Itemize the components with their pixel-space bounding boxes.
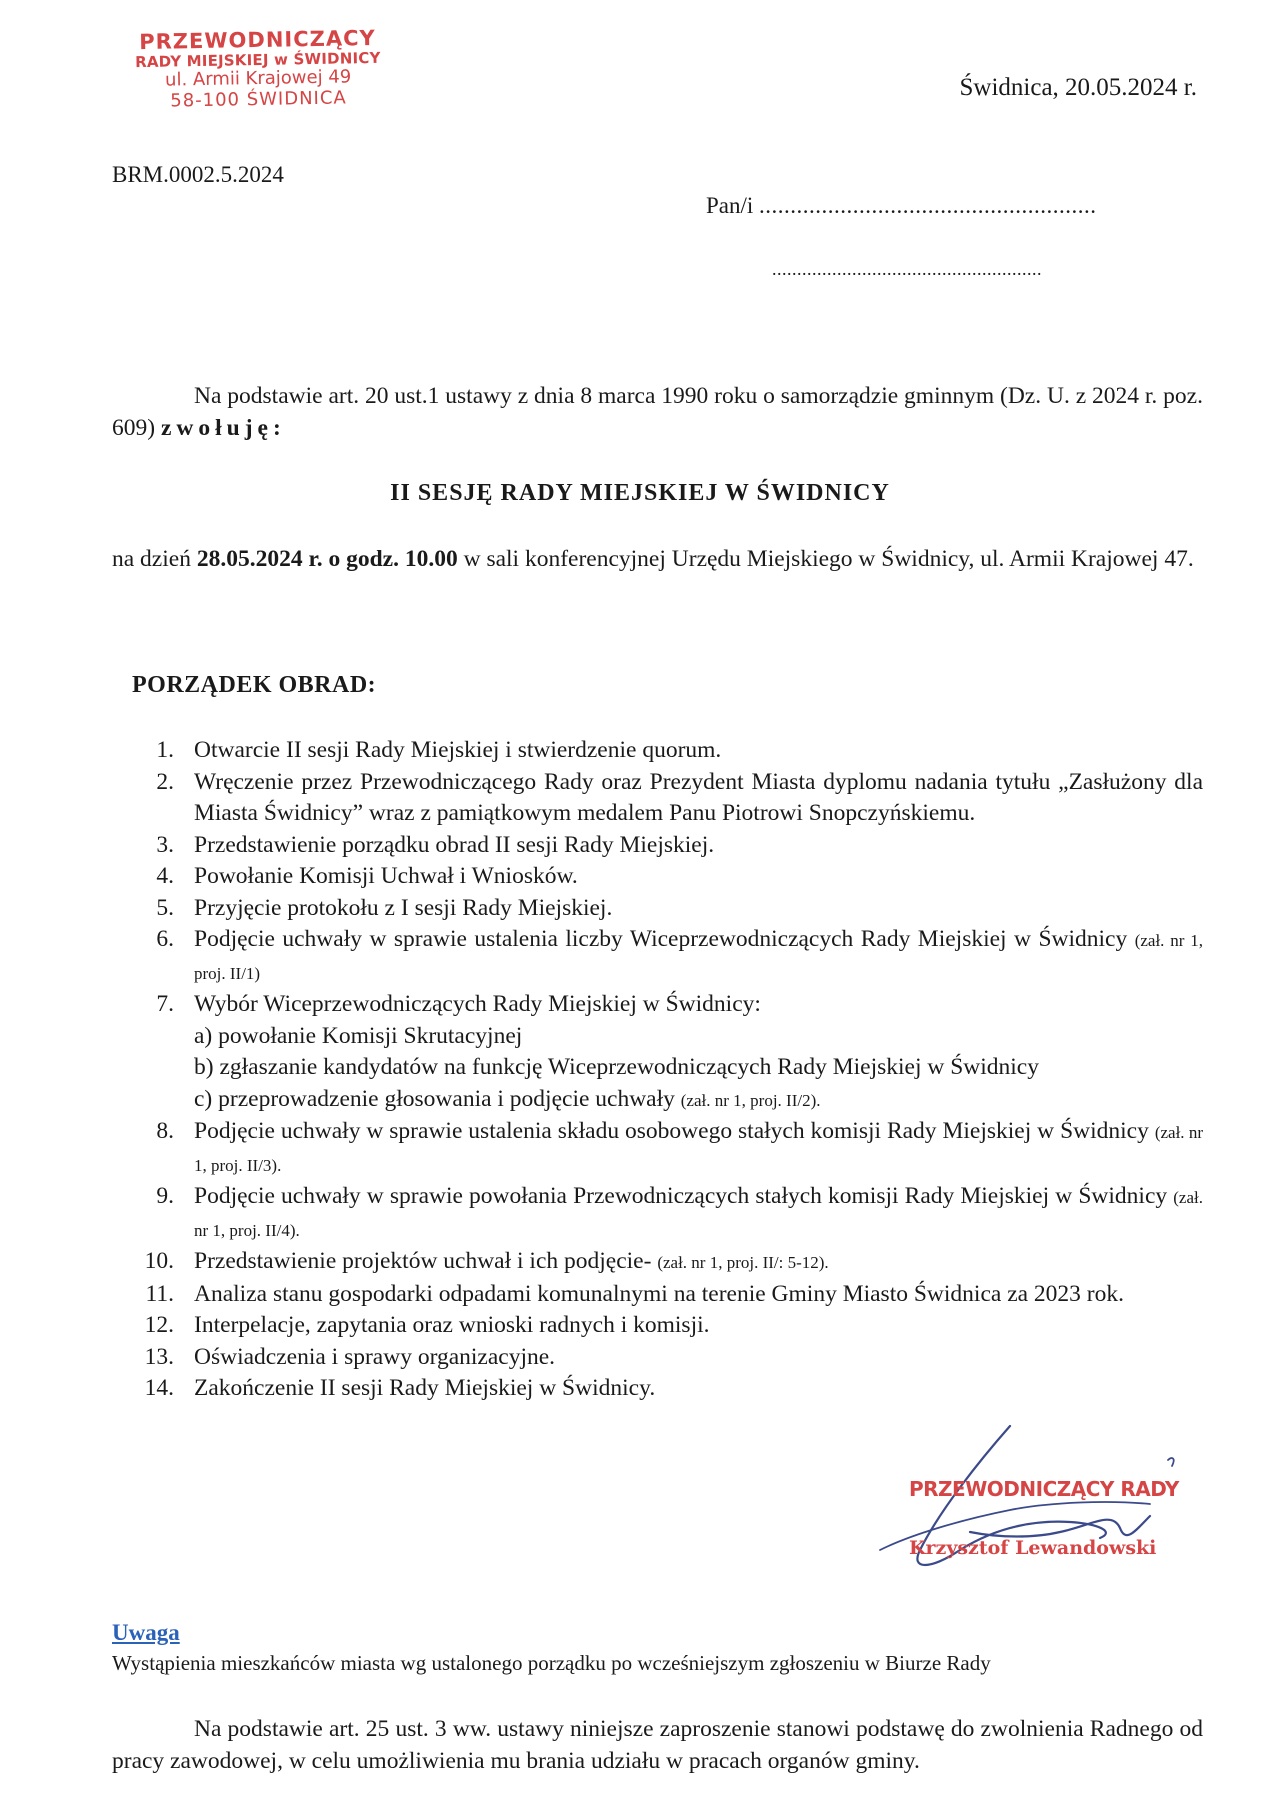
signature-title: PRZEWODNICZĄCY RADY	[909, 1477, 1179, 1501]
agenda-item	[132, 830, 1203, 862]
agenda-item	[132, 1373, 1203, 1405]
intro-paragraph	[112, 380, 1203, 444]
agenda-number: 9.	[156, 1183, 174, 1209]
agenda-text: Zakończenie II sesji Rady Miejskiej w Świdnicy.	[194, 1375, 656, 1401]
agenda-item	[132, 767, 1203, 830]
recipient-label: Pan/i	[706, 193, 754, 218]
agenda-note: (zał. nr 1, proj. II/3).	[194, 1123, 1204, 1175]
note-title: Uwaga	[112, 1620, 180, 1645]
agenda-text: Podjęcie uchwały w sprawie ustalenia składu osobowego stałych komisji Rady Miejskiej w Świdnicy	[194, 1118, 1149, 1144]
stamp-line-1: PRZEWODNICZĄCY	[139, 25, 376, 55]
agenda-number: 5.	[156, 894, 174, 921]
footer-paragraph: Na podstawie art. 25 ust. 3 ww. ustawy niniejsze zaproszenie stanowi podstawę do zwolnienia Radnego od pracy zawodowej, w celu umożliwienia mu brania udziału w pracach organów gminy.	[112, 1716, 1203, 1774]
agenda-note: (zał. nr 1, proj. II/2).	[680, 1090, 821, 1110]
reference-number: BRM.0002.5.2024	[112, 162, 284, 187]
stamp-line-2: RADY MIEJSKIEJ w ŚWIDNICY	[134, 49, 381, 72]
agenda-text: Oświadczenia i sprawy organizacyjne.	[194, 1343, 556, 1370]
agenda-text: Wybór Wiceprzewodniczących Rady Miejskiej w Świdnicy:	[194, 991, 761, 1017]
agenda-number: 1.	[156, 737, 174, 763]
agenda-item	[132, 893, 1203, 925]
intro-verb: zwołuję:	[160, 415, 286, 441]
agenda-text: Wręczenie przez Przewodniczącego Rady oraz Prezydent Miasta dyplomu nadania tytułu „Zasłużony dla Miasta Świdnicy” wraz z pamiątkowym medalem Panu Piotrowi Snopczyńskiemu.	[194, 768, 1203, 826]
agenda-number: 14.	[144, 1375, 174, 1401]
meeting-paragraph	[112, 543, 1203, 575]
agenda-item	[132, 861, 1203, 893]
recipient-line	[706, 193, 1097, 219]
signature-name: Krzysztof Lewandowski	[909, 1537, 1157, 1559]
recipient-line-2: ......................................................	[772, 259, 1042, 279]
agenda-text: Podjęcie uchwały w sprawie ustalenia liczby Wiceprzewodniczących Rady Miejskiej w Świdnicy	[194, 926, 1128, 952]
agenda-number: 3.	[156, 831, 174, 858]
agenda-note: (zał. nr 1, proj. II/1)	[194, 931, 1203, 983]
agenda-item	[132, 1181, 1203, 1246]
agenda-subitem: b) zgłaszanie kandydatów na funkcję Wiceprzewodniczących Rady Miejskiej w Świdnicy	[194, 1054, 1039, 1080]
agenda-item	[132, 1116, 1203, 1181]
agenda-text: Podjęcie uchwały w sprawie powołania Przewodniczących stałych komisji Rady Miejskiej w Świdnicy	[194, 1183, 1168, 1209]
agenda-number: 10.	[144, 1248, 174, 1274]
agenda-note: (zał. nr 1, proj. II/4).	[194, 1188, 1203, 1240]
handwritten-signature	[850, 1420, 1210, 1590]
agenda-item	[132, 1246, 1203, 1279]
official-stamp	[127, 26, 388, 113]
agenda-item	[132, 1310, 1203, 1342]
agenda-number: 6.	[156, 926, 174, 952]
agenda-number: 7.	[156, 991, 174, 1017]
agenda-text: Powołanie Komisji Uchwał i Wniosków.	[194, 863, 578, 889]
agenda-number: 8.	[156, 1118, 174, 1144]
recipient-dots: ......................................................	[759, 193, 1097, 218]
stamp-line-3: ul. Armii Krajowej 49	[164, 66, 352, 92]
agenda-text: Przyjęcie protokołu z I sesji Rady Miejskiej.	[194, 894, 613, 921]
agenda-text: Przedstawienie porządku obrad II sesji Rady Miejskiej.	[194, 831, 715, 858]
agenda-number: 4.	[156, 863, 174, 889]
agenda-note: (zał. nr 1, proj. II/: 5-12).	[657, 1253, 829, 1272]
agenda-number: 2.	[156, 768, 174, 795]
agenda-number: 13.	[144, 1343, 174, 1370]
meeting-place: w sali konferencyjnej Urzędu Miejskiego w Świdnicy, ul. Armii Krajowej 47.	[463, 546, 1194, 572]
agenda-item	[132, 1279, 1203, 1311]
agenda-subitem	[194, 1084, 1203, 1117]
agenda-subitem-text: c) przeprowadzenie głosowania i podjęcie uchwały	[194, 1085, 675, 1112]
agenda-title: PORZĄDEK OBRAD:	[132, 672, 377, 698]
session-title: II SESJĘ RADY MIEJSKIEJ W ŚWIDNICY	[390, 480, 890, 506]
document-date: Świdnica, 20.05.2024 r.	[959, 74, 1197, 101]
agenda-item	[132, 1342, 1203, 1374]
meeting-prefix: na dzień	[112, 546, 191, 572]
agenda-item	[132, 989, 1203, 1116]
stamp-line-4: 58-100 ŚWIDNICA	[170, 87, 347, 112]
agenda-text: Otwarcie II sesji Rady Miejskiej i stwierdzenie quorum.	[194, 737, 722, 763]
agenda-number: 11.	[145, 1280, 174, 1307]
agenda-number: 12.	[144, 1312, 174, 1338]
note-text: Wystąpienia mieszkańców miasta wg ustalonego porządku po wcześniejszym zgłoszeniu w Biurze Rady	[112, 1651, 991, 1675]
agenda-item	[132, 735, 1203, 767]
meeting-date: 28.05.2024 r. o godz. 10.00	[196, 546, 458, 572]
agenda-text: Przedstawienie projektów uchwał i ich podjęcie-	[194, 1248, 652, 1274]
agenda-text: Analiza stanu gospodarki odpadami komunalnymi na terenie Gminy Miasto Świdnica za 2023 rok.	[194, 1280, 1125, 1307]
intro-text: Na podstawie art. 20 ust.1 ustawy z dnia 8 marca 1990 roku o samorządzie gminnym (Dz. U. z 2024 r. poz. 609)	[112, 383, 1203, 441]
agenda-subitem: a) powołanie Komisji Skrutacyjnej	[194, 1022, 523, 1049]
agenda-text: Interpelacje, zapytania oraz wnioski radnych i komisji.	[194, 1312, 710, 1338]
agenda-item	[132, 924, 1203, 989]
agenda-list	[132, 735, 1203, 1405]
